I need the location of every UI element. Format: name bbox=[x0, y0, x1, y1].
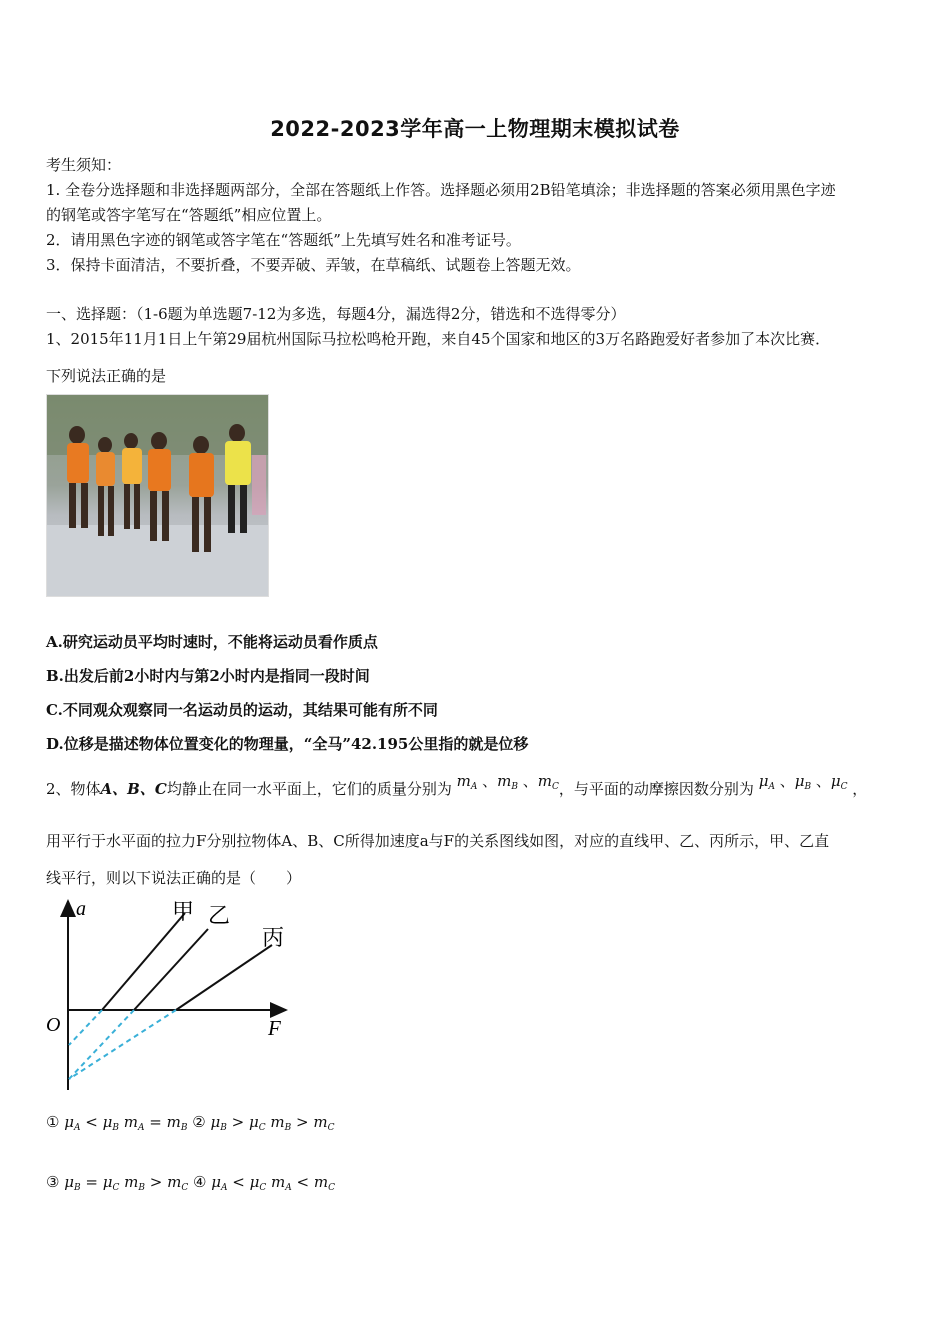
label-bing: 丙 bbox=[262, 926, 285, 951]
section-heading: 一、选择题：（1-6题为单选题7-12为多选，每题4分，漏选得2分，错选和不选得零分） bbox=[46, 305, 626, 323]
q2-stem-a: 2、物体 bbox=[46, 780, 101, 798]
notice-item-1: 1. 全卷分选择题和非选择题两部分，全部在答题纸上作答。选择题必须用2B铅笔填涂；非选择题的答案必须用黑色字迹 bbox=[46, 181, 836, 199]
page-title: 2022-2023学年高一上物理期末模拟试卷 bbox=[270, 117, 680, 141]
line-bing bbox=[176, 945, 272, 1010]
q1-stem-cont: 下列说法正确的是 bbox=[46, 367, 167, 385]
line-jia bbox=[102, 913, 185, 1010]
notice-item-3: 3．保持卡面清洁，不要折叠，不要弄破、弄皱，在草稿纸、试题卷上答题无效。 bbox=[46, 256, 581, 274]
dash-bing bbox=[69, 1010, 176, 1079]
axis-label-f: F bbox=[268, 1016, 281, 1040]
line-yi bbox=[134, 929, 208, 1010]
q2-abc: A、B、C bbox=[100, 780, 167, 798]
notice-item-2: 2．请用黑色字迹的钢笔或答字笔在“答题纸”上先填写姓名和准考证号。 bbox=[46, 231, 521, 249]
q1-option-c: C.不同观众观察同一名运动员的运动，其结果可能有所不同 bbox=[46, 701, 438, 719]
q1-option-a: A.研究运动员平均时速时，不能将运动员看作质点 bbox=[46, 633, 378, 651]
axis-label-a: a bbox=[76, 898, 86, 920]
notice-item-1-cont: 的钢笔或答字笔写在“答题纸”相应位置上。 bbox=[46, 206, 332, 224]
mu-symbols: $\mu_A$ 、$\mu_B$ 、$\mu_C$ bbox=[758, 772, 848, 792]
q2-choice-1: ① $\mu_A < \mu_B$ $m_A = m_B$ ② $\mu_B > \mu_C$ $m_B > m_C$ bbox=[46, 1113, 335, 1133]
q1-option-b: B.出发后前2小时内与第2小时内是指同一段时间 bbox=[46, 667, 370, 685]
q2-stem-cont: 用平行于水平面的拉力F分别拉物体A、B、C所得加速度a与F的关系图线如图，对应的直线甲、乙、丙所示，甲、乙直 bbox=[46, 832, 830, 850]
a-f-graph bbox=[40, 895, 300, 1095]
q2-stem-b: 均静止在同一水平面上，它们的质量分别为 bbox=[166, 780, 452, 798]
notice-heading: 考生须知： bbox=[46, 156, 122, 174]
label-jia: 甲 bbox=[172, 900, 195, 925]
q1-option-d: D.位移是描述物体位置变化的物理量，“全马”42.195公里指的就是位移 bbox=[46, 735, 529, 753]
q2-stem: 2、物体A、B、C均静止在同一水平面上，它们的质量分别为 $m_A$ 、$m_B$ 、$m_C$，与平面的动摩擦因数分别为 $\mu_A$ 、$\mu_B$ 、$\mu_C$ ， bbox=[46, 772, 868, 798]
dash-yi bbox=[69, 1010, 134, 1079]
marathon-photo bbox=[46, 394, 269, 597]
q2-stem-end: 线平行，则以下说法正确的是（ ） bbox=[46, 869, 302, 887]
origin-label: O bbox=[46, 1014, 61, 1036]
dash-jia bbox=[69, 1010, 102, 1045]
q2-choice-2: ③ $\mu_B = \mu_C$ $m_B > m_C$ ④ $\mu_A < \mu_C$ $m_A < m_C$ bbox=[46, 1173, 335, 1193]
q2-stem-c: ，与平面的动摩擦因数分别为 bbox=[558, 780, 754, 798]
mass-symbols: $m_A$ 、$m_B$ 、$m_C$ bbox=[456, 772, 559, 792]
label-yi: 乙 bbox=[208, 904, 231, 929]
q1-stem: 1、2015年11月1日上午第29届杭州国际马拉松鸣枪开跑，来自45个国家和地区的3万名路跑爱好者参加了本次比赛． bbox=[46, 330, 831, 348]
